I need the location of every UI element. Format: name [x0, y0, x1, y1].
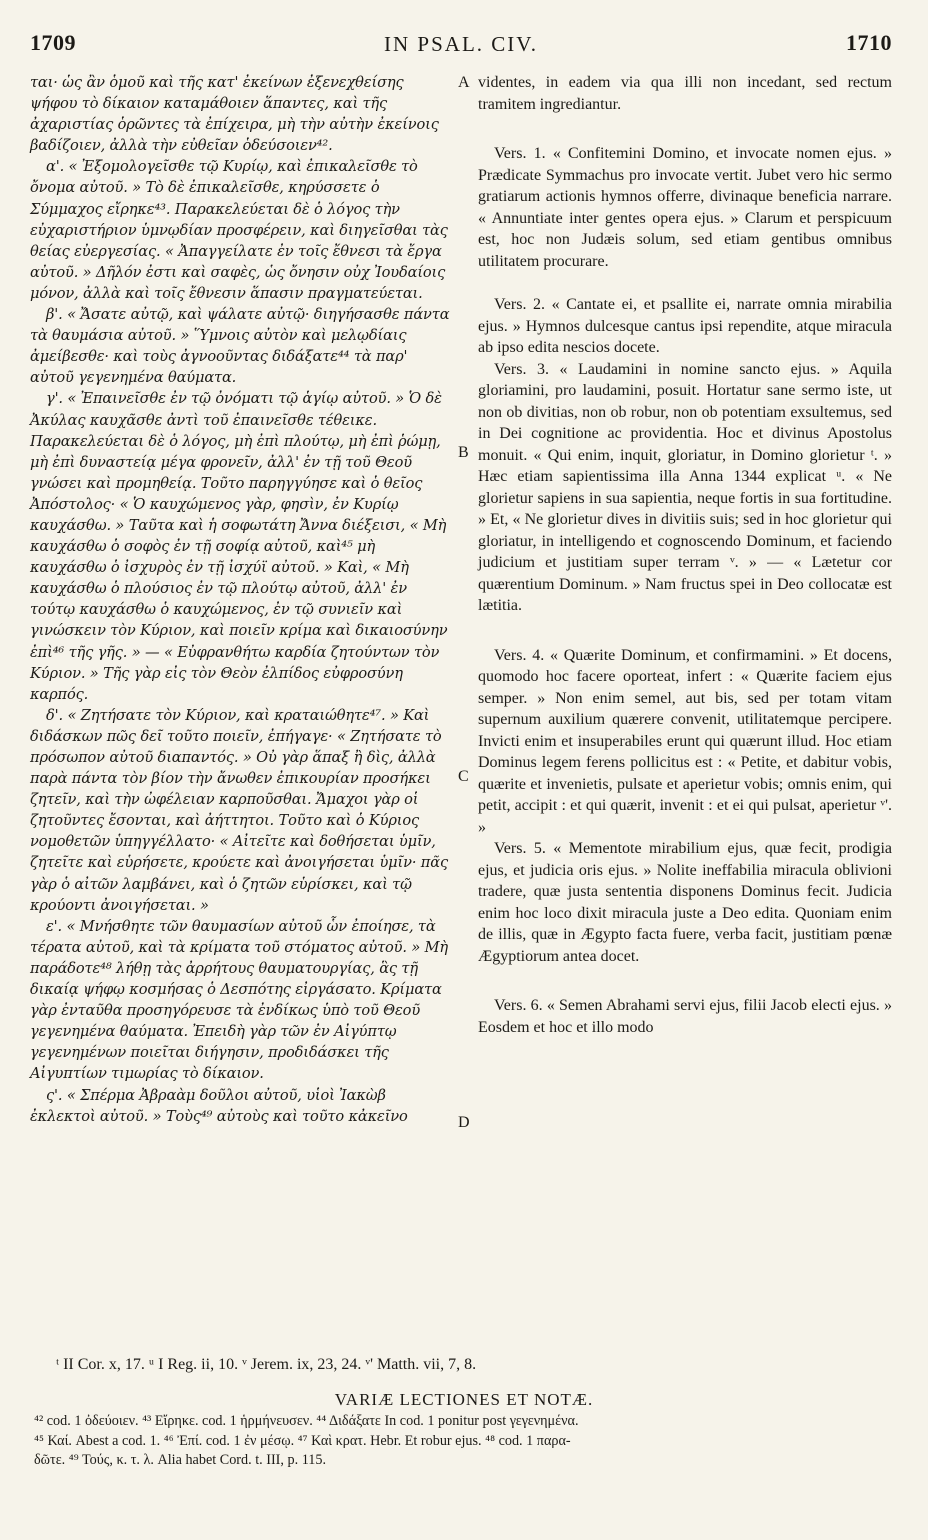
marginal-letter-a: A: [458, 74, 470, 91]
marginal-letter-b: B: [458, 444, 469, 461]
latin-paragraph-verse-4: Vers. 4. « Quærite Dominum, et confirmamini. » Et docens, quomodo hoc facere oporteat, infert : « Quærite faciem ejus semper. » Non enim semel, aut bis, sed per totam vitam supernum auxilium quærere convenit, utilitatemque percipere. Invicti enim et insuperabiles erunt qui quærunt illud. Hoc etiam Dominus legem ferens pollicitus est : « Petite, et dabitur vobis, quærite et invenietis, pulsate et aperietur vobis; omnis enim, qui petit, accipit : et qui quærit, invenit : et ei qui pulsat, aperietur ᵛ'. »: [478, 646, 892, 836]
greek-paragraph-verse-5: ε'. « Μνήσθητε τῶν θαυμασίων αὐτοῦ ὧν ἐποίησε, τὰ τέρατα αὐτοῦ, καὶ τὰ κρίματα τοῦ στόματος αὐτοῦ. » Μὴ παράδοτε⁴⁸ λήθῃ τὰς ἀρρήτους θαυματουργίας, ἃς τῇ δικαίᾳ ψήφῳ κοσμήσας ὁ Δεσπότης εἰργάσατο. Κρίματα γὰρ ἐνταῦθα προσηγόρευσε τὰ ἐνδίκως ὑπὸ τοῦ Θεοῦ γεγενημένα θαύματα. Ἐπειδὴ γὰρ τῶν ἐν Αἰγύπτῳ γεγενημένων ποιεῖται διήγησιν, προδιδάσκει τῆς Αἰγυπτίων τιμωρίας τὸ δίκαιον.: [30, 917, 449, 1083]
greek-column: [30, 72, 450, 1127]
latin-paragraph-verse-5: Vers. 5. « Mementote mirabilium ejus, quæ fecit, prodigia ejus, et judicia oris ejus. » Nolite ineffabilia miracula oblivioni tradere, quæ justa sententia disponens Dominus fecit. Judicia enim hoc loco dixit miracula juste a Deo edita. Quoniam enim de illis, quæ in Ægypto facta fuere, verba facit, justitiam pœnæ Ægyptiorum antea docet.: [478, 840, 892, 965]
marginal-letter-d: D: [458, 1114, 470, 1131]
running-title: IN PSAL. CIV.: [384, 32, 538, 56]
latin-column: [478, 72, 892, 1038]
left-page-number: 1709: [30, 30, 76, 55]
greek-paragraph-verse-3: γ'. « Ἐπαινεῖσθε ἐν τῷ ὀνόματι τῷ ἁγίῳ αὐτοῦ. » Ὁ δὲ Ἀκύλας καυχᾶσθε ἀντὶ τοῦ ἐπαινεῖσθε τέθεικε. Παρακελεύεται δὲ ὁ λόγος, μὴ ἐπὶ πλούτῳ, μὴ ἐπὶ ῥώμῃ, μὴ ἐπὶ δυναστείᾳ μέγα φρονεῖν, ἀλλ' ἐν τῇ τοῦ Θεοῦ γνώσει καὶ προμηθείᾳ. Τοῦτο παρηγγύησε καὶ ὁ θεῖος Ἀπόστολος· « Ὁ καυχώμενος γὰρ, φησὶν, ἐν Κυρίῳ καυχάσθω. » Ταῦτα καὶ ἡ σοφωτάτη Ἄννα διέξεισι, « Μὴ καυχάσθω ὁ σοφὸς ἐν τῇ σοφίᾳ αὐτοῦ, καὶ⁴⁵ μὴ καυχάσθω ὁ ἰσχυρὸς ἐν τῇ ἰσχύϊ αὐτοῦ. » Καὶ, « Μὴ καυχάσθω ὁ πλούσιος ἐν τῷ πλούτῳ αὐτοῦ, ἀλλ' ἐν τούτῳ καυχάσθω ὁ καυχώμενος, ἐν τῷ συνιεῖν καὶ γινώσκειν τὸν Κύριον, καὶ ποιεῖν κρίμα καὶ δικαιοσύνην ἐπὶ⁴⁶ τῆς γῆς. » — « Εὐφρανθήτω καρδία ζητούντων τὸν Κύριον. » Τῆς γὰρ εἰς τὸν Θεὸν ἐλπίδος εὐφροσύνη καρπός.: [30, 390, 448, 703]
greek-paragraph-verse-4: δ'. « Ζητήσατε τὸν Κύριον, καὶ κραταιώθητε⁴⁷. » Καὶ διδάσκων πῶς δεῖ τοῦτο ποιεῖν, ἐπήγαγε· « Ζητήσατε τὸ πρόσωπον αὐτοῦ διαπαντός. » Οὐ γὰρ ἅπαξ ἢ δὶς, ἀλλὰ παρὰ πάντα τὸν βίον τὴν ἄνωθεν ἐπικουρίαν προσήκει ζητεῖν, καὶ τὴν ὠφέλειαν καρποῦσθαι. Ἄμαχοι γὰρ οἱ ζητοῦντες ἔσονται, καὶ ἀήττητοι. Τοῦτο καὶ ὁ Κύριος νομοθετῶν ὑπηγγέλλατο· « Αἰτεῖτε καὶ δοθήσεται ὑμῖν, ζητεῖτε καὶ εὑρήσετε, κρούετε καὶ ἀνοιγήσεται ὑμῖν· πᾶς γὰρ ὁ αἰτῶν λαμβάνει, καὶ ὁ ζητῶν εὑρίσκει, καὶ τῷ κρούοντι ἀνοιγήσεται. »: [30, 706, 448, 914]
variae-lectiones-title: VARIÆ LECTIONES ET NOTÆ.: [334, 1390, 594, 1409]
greek-paragraph-verse-2: β'. « Ἄσατε αὐτῷ, καὶ ψάλατε αὐτῷ· διηγήσασθε πάντα τὰ θαυμάσια αὐτοῦ. » Ὕμνοις αὐτὸν καὶ μελῳδίαις ἀμείβεσθε· καὶ τοὺς ἀγνοοῦντας διδάξατε⁴⁴ τὰ παρ' αὐτοῦ γεγενημένα θαύματα.: [30, 306, 450, 387]
latin-paragraph-verse-6: Vers. 6. « Semen Abrahami servi ejus, filii Jacob electi ejus. » Eosdem et hoc et illo modo: [478, 997, 892, 1036]
latin-paragraph-verse-1: Vers. 1. « Confitemini Domino, et invocate nomen ejus. » Prædicate Symmachus pro invocate vertit. Jubet vero hic sermo gratiarum actionis hymnos offerre, divinaque beneficia narrare. « Annuntiate inter gentes opera ejus. » Clarum et perspicuum est, hoc non Judæis solum, sed etiam gentibus omnibus utilitatem procurare.: [478, 145, 892, 270]
latin-paragraph-verse-3: Vers. 3. « Laudamini in nomine sancto ejus. » Aquila gloriamini, pro laudamini, posuit. Hortatur sane sermo iste, ut non ob divitias, non ob robur, non ob potentiam exsultemus, sed in Dei cognitione ac providentia. Hoc et divinus Apostolus monuit. « Qui enim, inquit, gloriatur, in Domino glorietur ᵗ. » Hæc etiam sapientissima illa Anna 1344 explicat ᵘ. « Ne glorietur sapiens in sua sapientia, neque fortis in sua fortitudine. » Et, « Ne glorietur dives in divitiis suis; sed in hoc glorietur qui gloriatur, in intelligendo et cognoscendo Dominum, et faciendo judicium et justitiam super terram ᵛ. » — « Lætetur cor quærentium Dominum. » Nam fructus spei in Deo collocatæ est lætitia.: [478, 360, 892, 614]
right-page-number: 1710: [846, 30, 892, 55]
greek-paragraph-verse-1: α'. « Ἐξομολογεῖσθε τῷ Κυρίῳ, καὶ ἐπικαλεῖσθε τὸ ὄνομα αὐτοῦ. » Τὸ δὲ ἐπικαλεῖσθε, κηρύσσετε ὁ Σύμμαχος εἴρηκε⁴³. Παρακελεύεται δὲ ὁ λόγος τὴν εὐχαριστήριον ὑμνῳδίαν προσφέρειν, καὶ διηγεῖσθαι τὰς θείας εὐεργεσίας. « Ἀπαγγείλατε ἐν τοῖς ἔθνεσι τὰ ἔργα αὐτοῦ. » Δῆλόν ἐστι καὶ σαφὲς, ὡς ὄνησιν οὐχ Ἰουδαίοις μόνον, ἀλλὰ καὶ τοῖς ἔθνεσιν ἅπασιν πραγματεύεται.: [30, 158, 448, 302]
marginal-letter-c: C: [458, 768, 469, 785]
latin-paragraph-intro: videntes, in eadem via qua illi non incedant, sed rectum tramitem ingrediantur.: [478, 74, 892, 113]
variae-lectiones: [34, 1412, 894, 1471]
variae-line: ⁴⁵ Καί. Abest a cod. 1. ⁴⁶ Ἐπί. cod. 1 ἐν μέσῳ. ⁴⁷ Καὶ κρατ. Hebr. Et robur ejus. ⁴⁸ cod. 1 παρα-: [34, 1432, 571, 1449]
variae-line: δῶτε. ⁴⁹ Τούς, κ. τ. λ. Alia habet Cord. t. III, p. 115.: [34, 1452, 326, 1468]
latin-paragraph-verse-2: Vers. 2. « Cantate ei, et psallite ei, narrate omnia mirabilia ejus. » Hymnos dulcesque cantus ipsi rependite, atque miracula ab ipso edita nescios docete.: [478, 296, 892, 356]
variae-line: ⁴² cod. 1 ὀδεύοιεν. ⁴³ Εἴρηκε. cod. 1 ἡρμήνευσεν. ⁴⁴ Διδάξατε In cod. 1 ponitur post γεγενημένα.: [34, 1413, 579, 1429]
scripture-footnotes: ᵗ II Cor. x, 17. ᵘ I Reg. ii, 10. ᵛ Jerem. ix, 23, 24. ᵛ' Matth. vii, 7, 8.: [56, 1356, 477, 1373]
greek-paragraph-verse-6: ς'. « Σπέρμα Ἀβραὰμ δοῦλοι αὐτοῦ, υἱοὶ Ἰακὼβ ἐκλεκτοὶ αὐτοῦ. » Τοὺς⁴⁹ αὐτοὺς καὶ τοῦτο κἀκεῖνο: [30, 1086, 408, 1125]
page-header: [30, 30, 892, 60]
greek-paragraph-intro: ται· ὡς ἂν ὁμοῦ καὶ τῆς κατ' ἐκείνων ἐξενεχθείσης ψήφου τὸ δίκαιον καταμάθοιεν ἅπαντες, καὶ τῆς ἀχαριστίας ὁρῶντες τὰ ἐπίχειρα, μὴ τὴν αὐτὴν ἐκείνοις βαδίζοιεν, ἀλλὰ τὴν εὐθεῖαν ὁδεύσοιεν⁴².: [30, 74, 439, 155]
